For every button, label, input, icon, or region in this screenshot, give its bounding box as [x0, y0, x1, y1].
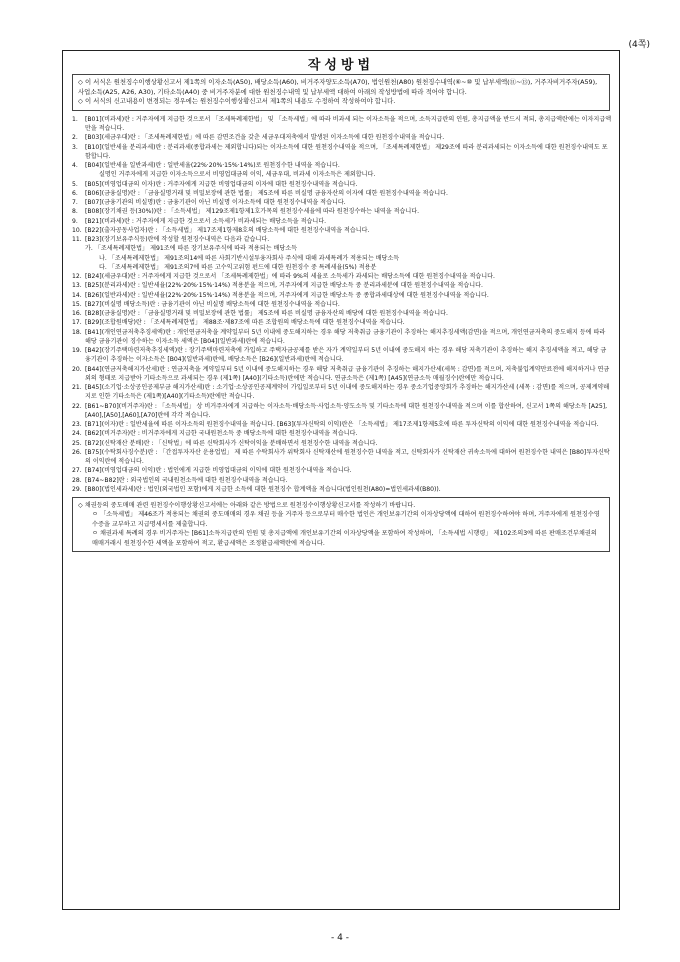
instruction-number: 27.: [72, 467, 82, 475]
instruction-number: 16.: [72, 310, 82, 318]
instruction-item: [72, 448, 612, 467]
instruction-number: 2.: [72, 134, 78, 142]
instruction-text: [B62](비거주자)란 : 비거주자에게 지급한 국내원천소득 중 배당소득에 대한 원천징수내역을 적습니다.: [85, 430, 358, 438]
instruction-subitem: 다. 「조세특례제한법」 제91조의7에 따른 고수익고위험 펀드에 대한 원천징수 중 특례세율(5%) 적용분: [99, 263, 377, 271]
instruction-text: [B45](소기업·소상공인공제부금 해지가산세)란 : 소기업·소상공인공제계약이 가입일로부터 5년 이내에 중도해지하는 경우 중소기업중앙회가 추징하는 해지가산세 (세목 : 감면)를 적으며, 공제계약해지로 인한 기타소득은 (제1쪽)[A40](기타소득)란에만 적습니다.: [85, 384, 610, 401]
instruction-text: [B06](금융실명)란 : 「금융실명거래 및 비밀보장에 관한 법률」 제5조에 따른 비실명 금융자산의 이자에 대한 원천징수내역을 적습니다.: [85, 189, 448, 197]
instruction-number: 6.: [72, 189, 78, 197]
instruction-text: [B05](비영업대금의 이자)란 : 거주자에게 지급한 비영업대금의 이자에 대한 원천징수내역을 적습니다.: [85, 180, 358, 188]
instruction-text: [B44](연금저축해지가산세)란 : 연금저축을 계약일부터 5년 이내에 중도해지하는 경우 해당 저축취급 금융기관이 추징하는 해지가산세(세목 : 감면)를 적으며, 저축불입계약만료전에 해지하거나 연금 외의 형태로 지급받아 기타소득으로 과세되는 경우 (제1쪽) [A40](기타소득)란에만 적습니다. 연금소득은 (제1쪽) [A45](연금소득 매월징수)란에만 적습니다.: [85, 365, 610, 382]
instruction-text: [B24](세금우대)란 : 거주자에게 지급한 것으로서 「조세특례제한법」에 따라 9%의 세율로 소득세가 과세되는 배당소득에 대한 원천징수내역을 적습니다.: [85, 273, 495, 281]
instruction-item: [72, 476, 612, 485]
instruction-text: [B08](장기채권 등(30%))란 : 「소득세법」 제129조제1항제1호가목의 원천징수세율에 따라 원천징수하는 내역을 적습니다.: [85, 208, 420, 216]
instruction-item: [72, 281, 612, 290]
instruction-item: [72, 309, 612, 318]
instruction-number: 24.: [72, 430, 82, 438]
instruction-item: [72, 291, 612, 300]
instruction-text: 가. 「조세특례제한법」 제91조에 따른 장기보유주식에 따라 적용되는 배당소득: [85, 245, 298, 253]
instruction-number: 15.: [72, 300, 82, 308]
instruction-subitem: 실명인 거주자에게 지급한 이자소득으로서 비영업대금의 이익, 세금우대, 비과세 이자소득은 제외합니다.: [99, 171, 376, 179]
instruction-number: 22.: [72, 402, 82, 410]
instruction-number: 5.: [72, 180, 78, 188]
instruction-number: 10.: [72, 226, 82, 234]
instruction-text: [B21](비과세)란 : 거주자에게 지급한 것으로서 소득세가 비과세되는 배당소득을 적습니다.: [85, 217, 327, 225]
instruction-item: [72, 244, 612, 272]
instruction-item: [72, 133, 612, 142]
instruction-text: [B04](일반세율 일반과세)란 : 일반세율(22%·20%·15%·14%)로 원천징수한 내역을 적습니다.: [85, 162, 340, 170]
instruction-text: [B75](수탁회사징수분)란 : 「간접투자자산 운용업법」 제 따른 수탁회사가 위탁회사 신탁재산에 원천징수한 내역을 적고, 신탁회사가 신탁재산 귀속소득에 대하여 원천징수한 내역은 [B80]투자신탁의 이익란에 적습니다.: [85, 448, 610, 466]
instruction-number: 17.: [72, 319, 82, 327]
instruction-text: [B29](조합원배당)란 : 「조세특례제한법」 제88조·제87조에 따른 조합원의 배당소득에 대한 원천징수내역을 적습니다.: [85, 319, 405, 327]
instruction-item: [72, 300, 612, 309]
instruction-item: [72, 346, 612, 365]
instruction-text: [B71](이자)란 : 일반세율에 따른 이자소득의 원천징수내역을 적습니다. [B63](투자신탁의 이익)란은 「소득세법」 제17조제1항제5호에 따른 투자신탁의 이익에 대한 원천징수내역을 적습니다.: [85, 421, 599, 429]
intro-note: ◇ 이 서식은 원천징수이행상황신고서 제1쪽의 이자소득(A50), 배당소득(A60), 비거주자양도소득(A70), 법인원천(A80) 원천징수내역(⑥~⑩ 및 납부세액(⑪~⑬), 거주자비거주자(A59), 사업소득(A25, A26, A30), 기타소득(A40) 중 비거주자분에 대한 원천징수내역 및 납부세액 대하여 아래의 작성방법에 따라 적어야 합니다.: [78, 78, 598, 96]
instruction-number: 14.: [72, 291, 82, 299]
instruction-item: [72, 161, 612, 180]
instruction-number: 8.: [72, 208, 78, 216]
instruction-text: [B28](금융실명)란 : 「금융실명거래 및 비밀보장에 관한 법률」 제5조에 따른 비실명 금융자산의 배당에 대한 원천징수내역을 적습니다.: [85, 310, 448, 318]
instruction-text: [B74~B82]란 : 외국법인의 국내원천소득에 대한 원천징수내역을 적습니다.: [85, 476, 288, 484]
instruction-text: [B42](장기주택마련저축추징세액)란 : 장기주택마련저축에 가입하고 주택자금공제를 받은 자가 계약일부터 5년 이내에 중도해지 하는 경우 해당 저축기관이 추징하는 해지 추징세액을 적고, 해당 금융기관이 추징하는 이자소득은 [B04](일반과세)란에, 배당소득은 [B26](일반과세)란에 적습니다.: [85, 347, 607, 364]
instruction-item: [72, 143, 612, 162]
instruction-number: 1.: [72, 115, 78, 123]
instruction-item: [72, 328, 612, 347]
instruction-number: 9.: [72, 217, 78, 225]
instruction-text: [B23](장기보유주식등)란에 작성할 원천징수내역은 다음과 같습니다.: [85, 236, 270, 244]
instruction-number: 13.: [72, 282, 82, 290]
instruction-item: [72, 429, 612, 438]
instruction-item: [72, 439, 612, 448]
instruction-text: [B07](금융기관의 비실명)란 : 금융기관이 아닌 비실명 이자소득에 대한 원천징수내역을 적습니다.: [85, 199, 346, 207]
instruction-number: 29.: [72, 485, 82, 493]
instruction-number: 21.: [72, 384, 82, 392]
instruction-number: 4.: [72, 162, 78, 170]
instruction-number: 23.: [72, 421, 82, 429]
instruction-number: 20.: [72, 365, 82, 373]
instruction-text: [B41](개인연금저축추징세액)란 : 개인연금저축을 계약일부터 5년 이내에 중도해지하는 경우 해당 저축취급 금융기관이 추징하는 해지추징세액(감면)을 적으며, 개인연금저축의 중도해지 등에 따라 해당 금융기관이 징수하는 이자소득 세액은 [B04](일반과세)란에 적습니다.: [85, 328, 606, 345]
instruction-item: [72, 485, 612, 494]
page-label: (4쪽): [628, 40, 650, 50]
instruction-item: [72, 318, 612, 327]
instruction-item: [72, 115, 612, 134]
instructions-frame: [62, 50, 620, 910]
instruction-text: [B03](세금우대)란 : 「조세특례제한법」에 따른 감면조건을 갖춘 세금우대저축에서 발생된 이자소득에 대한 원천징수내역을 적습니다.: [85, 134, 445, 142]
instruction-item: [72, 365, 612, 384]
instruction-text: [B27](비실명 배당소득)란 : 금융기관이 아닌 비실명 배당소득에 대한 원천징수내역을 적습니다.: [85, 300, 340, 308]
instruction-number: [72, 244, 85, 272]
instruction-text: [B26](일반과세)란 : 일반세율(22%·20%·15%·14%) 적용분을 적으며, 거주자에게 지급한 배당소득 중 종합과세대상에 대한 원천징수내역을 적습니다.: [85, 291, 489, 299]
instruction-number: 19.: [72, 347, 82, 355]
instruction-item: [72, 402, 612, 421]
instruction-item: [72, 383, 612, 402]
bond-trading-notes-box: [72, 497, 610, 552]
instruction-number: 7.: [72, 199, 78, 207]
instruction-text: [B80](법인세과세)란 : 법인(외국법인 포함)에게 지급한 소득에 대한 원천징수 합계액을 적습니다(법인원천(A80)=법인세과세(B80)).: [85, 485, 441, 493]
instruction-item: [72, 180, 612, 189]
page-footer: - 4 -: [331, 933, 349, 943]
bond-trading-note: ㅇ 채권과세 특례의 경우 비거주자는 [B61]소득지급란의 인원 및 총지급액에 개인보유기간의 이자상당액을 포함하여 작성하며, 「소득세법 시행령」 제102조의3에 따른 판매조건부채권의 매매거래시 원천징수한 세액을 포함하여 적고, 환급세액은 조정환급세액란에 적습니다.: [92, 530, 597, 547]
instruction-item: [72, 217, 612, 226]
instruction-number: 28.: [72, 476, 82, 484]
instruction-item: [72, 272, 612, 281]
intro-notes-box: [72, 74, 610, 111]
instruction-number: 11.: [72, 236, 82, 244]
instruction-text: [B61~B70](비거주자)란 : 「소득세법」 상 비거주자에게 지급하는 이자소득·배당소득·사업소득·양도소득 및 기타소득에 대한 원천징수내역을 적으며 이를 합산하여, 신고서 1쪽의 해당소득 [A25],[A40],[A50],[A60],[A70]란에 각각 적습니다.: [85, 402, 608, 419]
instruction-item: [72, 198, 612, 207]
instruction-text: [B10](일반세율 분리과세)란 : 분리과세(종합과세는 제외합니다)되는 이자소득에 대한 원천징수내역을 적으며, 「조세특례제한법」 제29조에 따라 분리과세되는 이자소득에 대한 원천징수내역도 포함합니다.: [85, 143, 608, 160]
intro-note: ◇ 이 서식의 신고내용이 변경되는 경우에는 원천징수이행상황신고서 제1쪽의 내용도 수정하여 작성하여야 합니다.: [78, 97, 396, 106]
instruction-item: [72, 466, 612, 475]
instruction-item: [72, 207, 612, 216]
instruction-list: [72, 115, 612, 494]
bond-trading-note: ◇ 채권등의 중도매매 관련 원천징수이행상황신고서에는 아래와 같은 방법으로 원천징수이행상황신고서를 작성하기 바랍니다.: [78, 502, 416, 510]
page-title: 작성방법: [307, 58, 375, 73]
instruction-text: [B72](신탁재산 분배)란 : 「신탁법」에 따른 신탁회사가 신탁이익을 분배하면서 원천징수한 내역을 적습니다.: [85, 439, 378, 447]
instruction-text: [B01](비과세)란 : 거주자에게 지급한 것으로서 「조세특례제한법」 및 「소득세법」에 따라 비과세 되는 이자소득을 적으며, 소득지급란의 인원, 총지급액을 반드시 적되, 총지급액란에는 이자지급액만을 적습니다.: [85, 115, 612, 133]
instruction-number: 3.: [72, 143, 78, 151]
bond-trading-note: ㅇ 「소득세법」 제46조가 적용되는 채권의 중도매매의 경우 채권 등을 거주자 등으로부터 매수한 법인은 개인보유기간의 이자상당액에 대하여 원천징수하여야 하며, 거주자에게 원천징수영수증을 교부하고 지급명세서를 제출합니다.: [92, 511, 600, 528]
instruction-text: [B22](출자공동사업자)란 : 「소득세법」 제17조제1항제8호의 배당소득에 대한 원천징수내역을 적습니다.: [85, 226, 370, 234]
instruction-number: 25.: [72, 439, 82, 447]
instruction-number: 26.: [72, 448, 82, 456]
instruction-subitem: 나. 「조세특례제한법」 제91조의14에 따른 사회기반시설투융자회사 주식에 대해 과세특례가 적용되는 배당소득: [99, 254, 400, 262]
instruction-item: [72, 235, 612, 244]
instruction-number: 18.: [72, 328, 82, 336]
instruction-text: [B74](비영업대금의 이익)란 : 법인에게 지급한 비영업대금의 이익에 대한 원천징수내역을 적습니다.: [85, 467, 352, 475]
instruction-item: [72, 226, 612, 235]
instruction-number: 12.: [72, 273, 82, 281]
instruction-item: [72, 420, 612, 429]
instruction-item: [72, 189, 612, 198]
instruction-text: [B25](분리과세)란 : 일반세율(22%·20%·15%·14%) 적용분을 적으며, 거주자에게 지급한 배당소득 중 분리과세분에 대한 원천징수내역을 적습니다.: [85, 282, 483, 290]
